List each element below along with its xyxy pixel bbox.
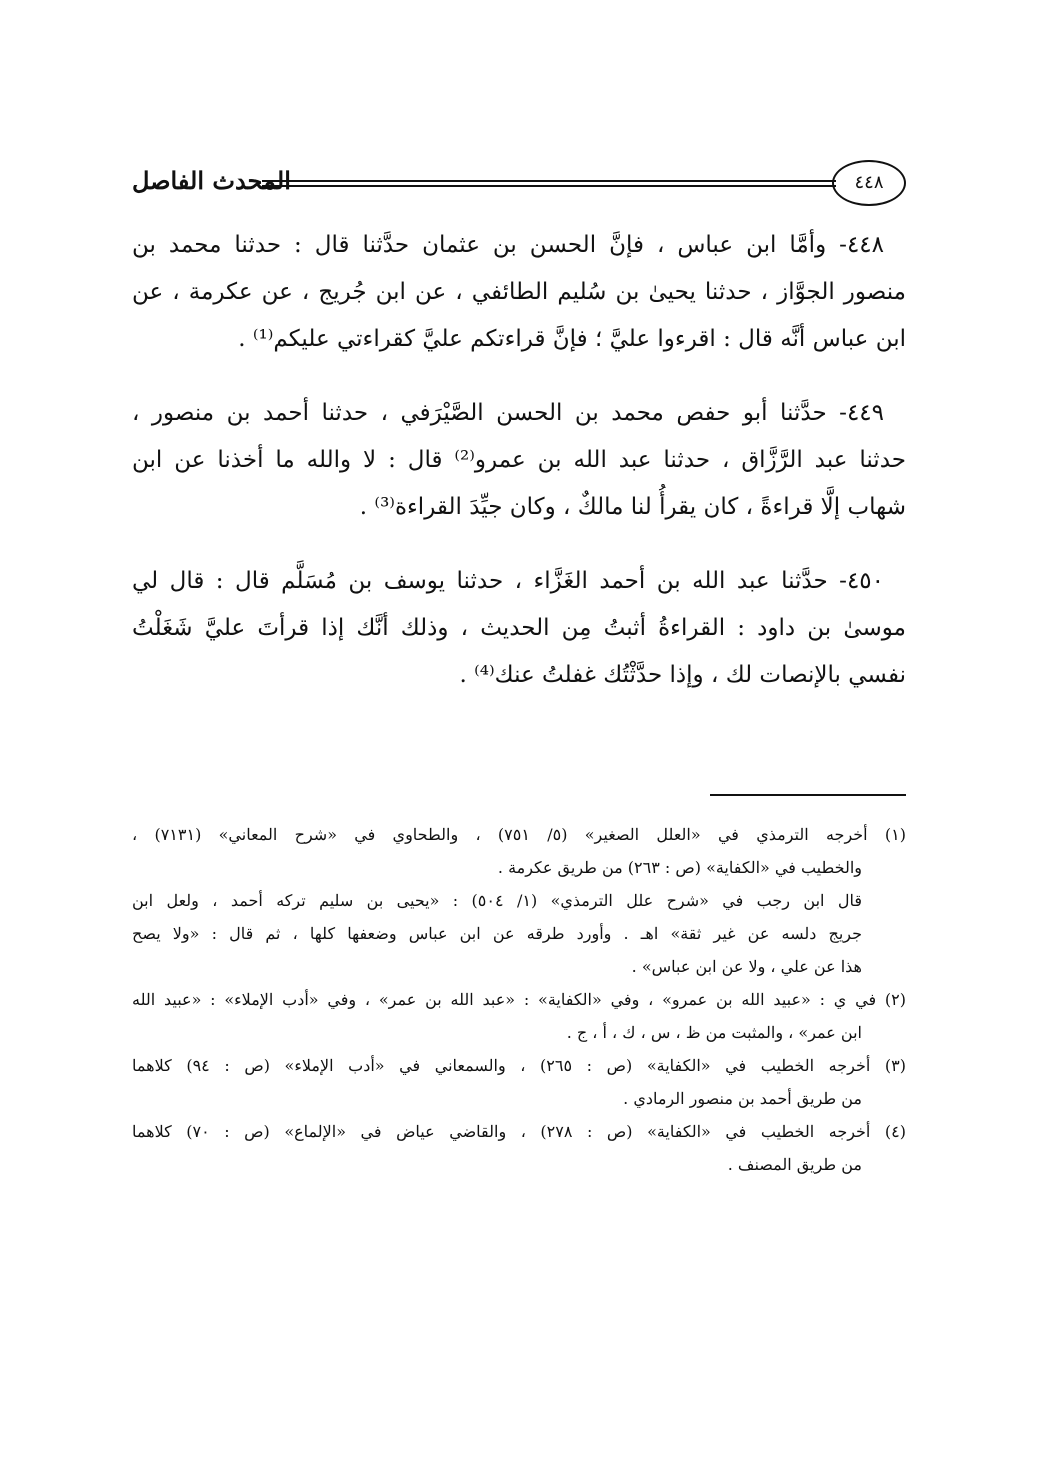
footnote-4 xyxy=(132,1115,906,1181)
text-line: شهاب إلَّا قراءةً ، كان يقرأُ لنا مالكٌ ، وكان جيِّدَ القراءة⁽³⁾ . xyxy=(359,494,906,520)
footnote-line: (١) أخرجه الترمذي في «العلل الصغير» (٥/ ٧٥١) ، والطحاوي في «شرح المعاني» (٧١٣١) ، xyxy=(132,825,906,844)
text-line: ٤٤٨- وأمَّا ابن عباس ، فإنَّ الحسن بن عثمان حدَّثنا قال : حدثنا محمد بن xyxy=(132,232,884,258)
text-line: ٤٥٠- حدَّثنا عبد الله بن أحمد الغَزَّاء ، حدثنا يوسف بن مُسَلَّم قال : قال لي xyxy=(132,568,884,594)
footnote-line: من طريق المصنف . xyxy=(727,1155,862,1174)
text-line: نفسي بالإنصات لك ، وإذا حدَّثْتُك غفلتُ عنك⁽⁴⁾ . xyxy=(459,662,906,688)
footnote-line: من طريق أحمد بن منصور الرمادي . xyxy=(623,1089,862,1108)
footnote-line: هذا عن علي ، ولا عن ابن عباس» . xyxy=(631,957,862,976)
text-line: ٤٤٩- حدَّثنا أبو حفص محمد بن الحسن الصَّيْرَفي ، حدثنا أحمد بن منصور ، xyxy=(132,400,884,426)
footnote-1 xyxy=(132,818,906,983)
text-line: حدثنا عبد الرَّزَّاق ، حدثنا عبد الله بن عمرو⁽²⁾ قال : لا والله ما أخذنا عن ابن xyxy=(132,447,906,473)
footnote-line: ابن عمر» ، والمثبت من ظ ، س ، ك ، أ ، ج . xyxy=(566,1023,862,1042)
footnote-3 xyxy=(132,1049,906,1115)
header-double-rule xyxy=(262,180,836,187)
page-header xyxy=(132,160,906,212)
footnote-line: (٤) أخرجه الخطيب في «الكفاية» (ص : ٢٧٨) ، والقاضي عياض في «الإلماع» (ص : ٧٠) كلاهما xyxy=(132,1122,906,1141)
main-text xyxy=(132,222,906,699)
text-line: ابن عباس أنَّه قال : اقرءوا عليَّ ؛ فإنَّ قراءتكم عليَّ كقراءتي عليكم⁽¹⁾ . xyxy=(238,326,906,352)
footnote-line: قال ابن رجب في «شرح علل الترمذي» (١/ ٥٠٤) : «يحيى بن سليم تركه أحمد ، ولعل ابن xyxy=(132,891,863,910)
footnote-separator xyxy=(710,794,906,796)
footnote-2 xyxy=(132,983,906,1049)
footnote-line: والخطيب في «الكفاية» (ص : ٢٦٣) من طريق عكرمة . xyxy=(497,858,862,877)
running-title: المحدث الفاصل xyxy=(132,166,291,195)
footnotes xyxy=(132,818,906,1181)
hadith-450 xyxy=(132,558,906,699)
footnote-line: (٢) في ي : «عبيد الله بن عمرو» ، وفي «الكفاية» : «عبد الله بن عمر» ، وفي «أدب الإملاء» : «عبيد الله xyxy=(132,990,906,1009)
page-number: ٤٤٨ xyxy=(832,160,906,206)
hadith-449 xyxy=(132,390,906,531)
text-line: منصور الجوَّاز ، حدثنا يحيىٰ بن سُليم الطائفي ، عن ابن جُريج ، عن عكرمة ، عن xyxy=(132,279,906,305)
footnote-line: (٣) أخرجه الخطيب في «الكفاية» (ص : ٢٦٥) ، والسمعاني في «أدب الإملاء» (ص : ٩٤) كلاهما xyxy=(132,1056,906,1075)
text-line: موسىٰ بن داود : القراءةُ أثبتُ مِن الحديث ، وذلك أنَّك إذا قرأتَ عليَّ شَغَلْتُ xyxy=(132,615,906,641)
hadith-448 xyxy=(132,222,906,363)
footnote-line: جريج دلسه عن غير ثقة» اهـ . وأورد طرقه عن ابن عباس وضعفها كلها ، ثم قال : «ولا يصح xyxy=(132,924,862,943)
